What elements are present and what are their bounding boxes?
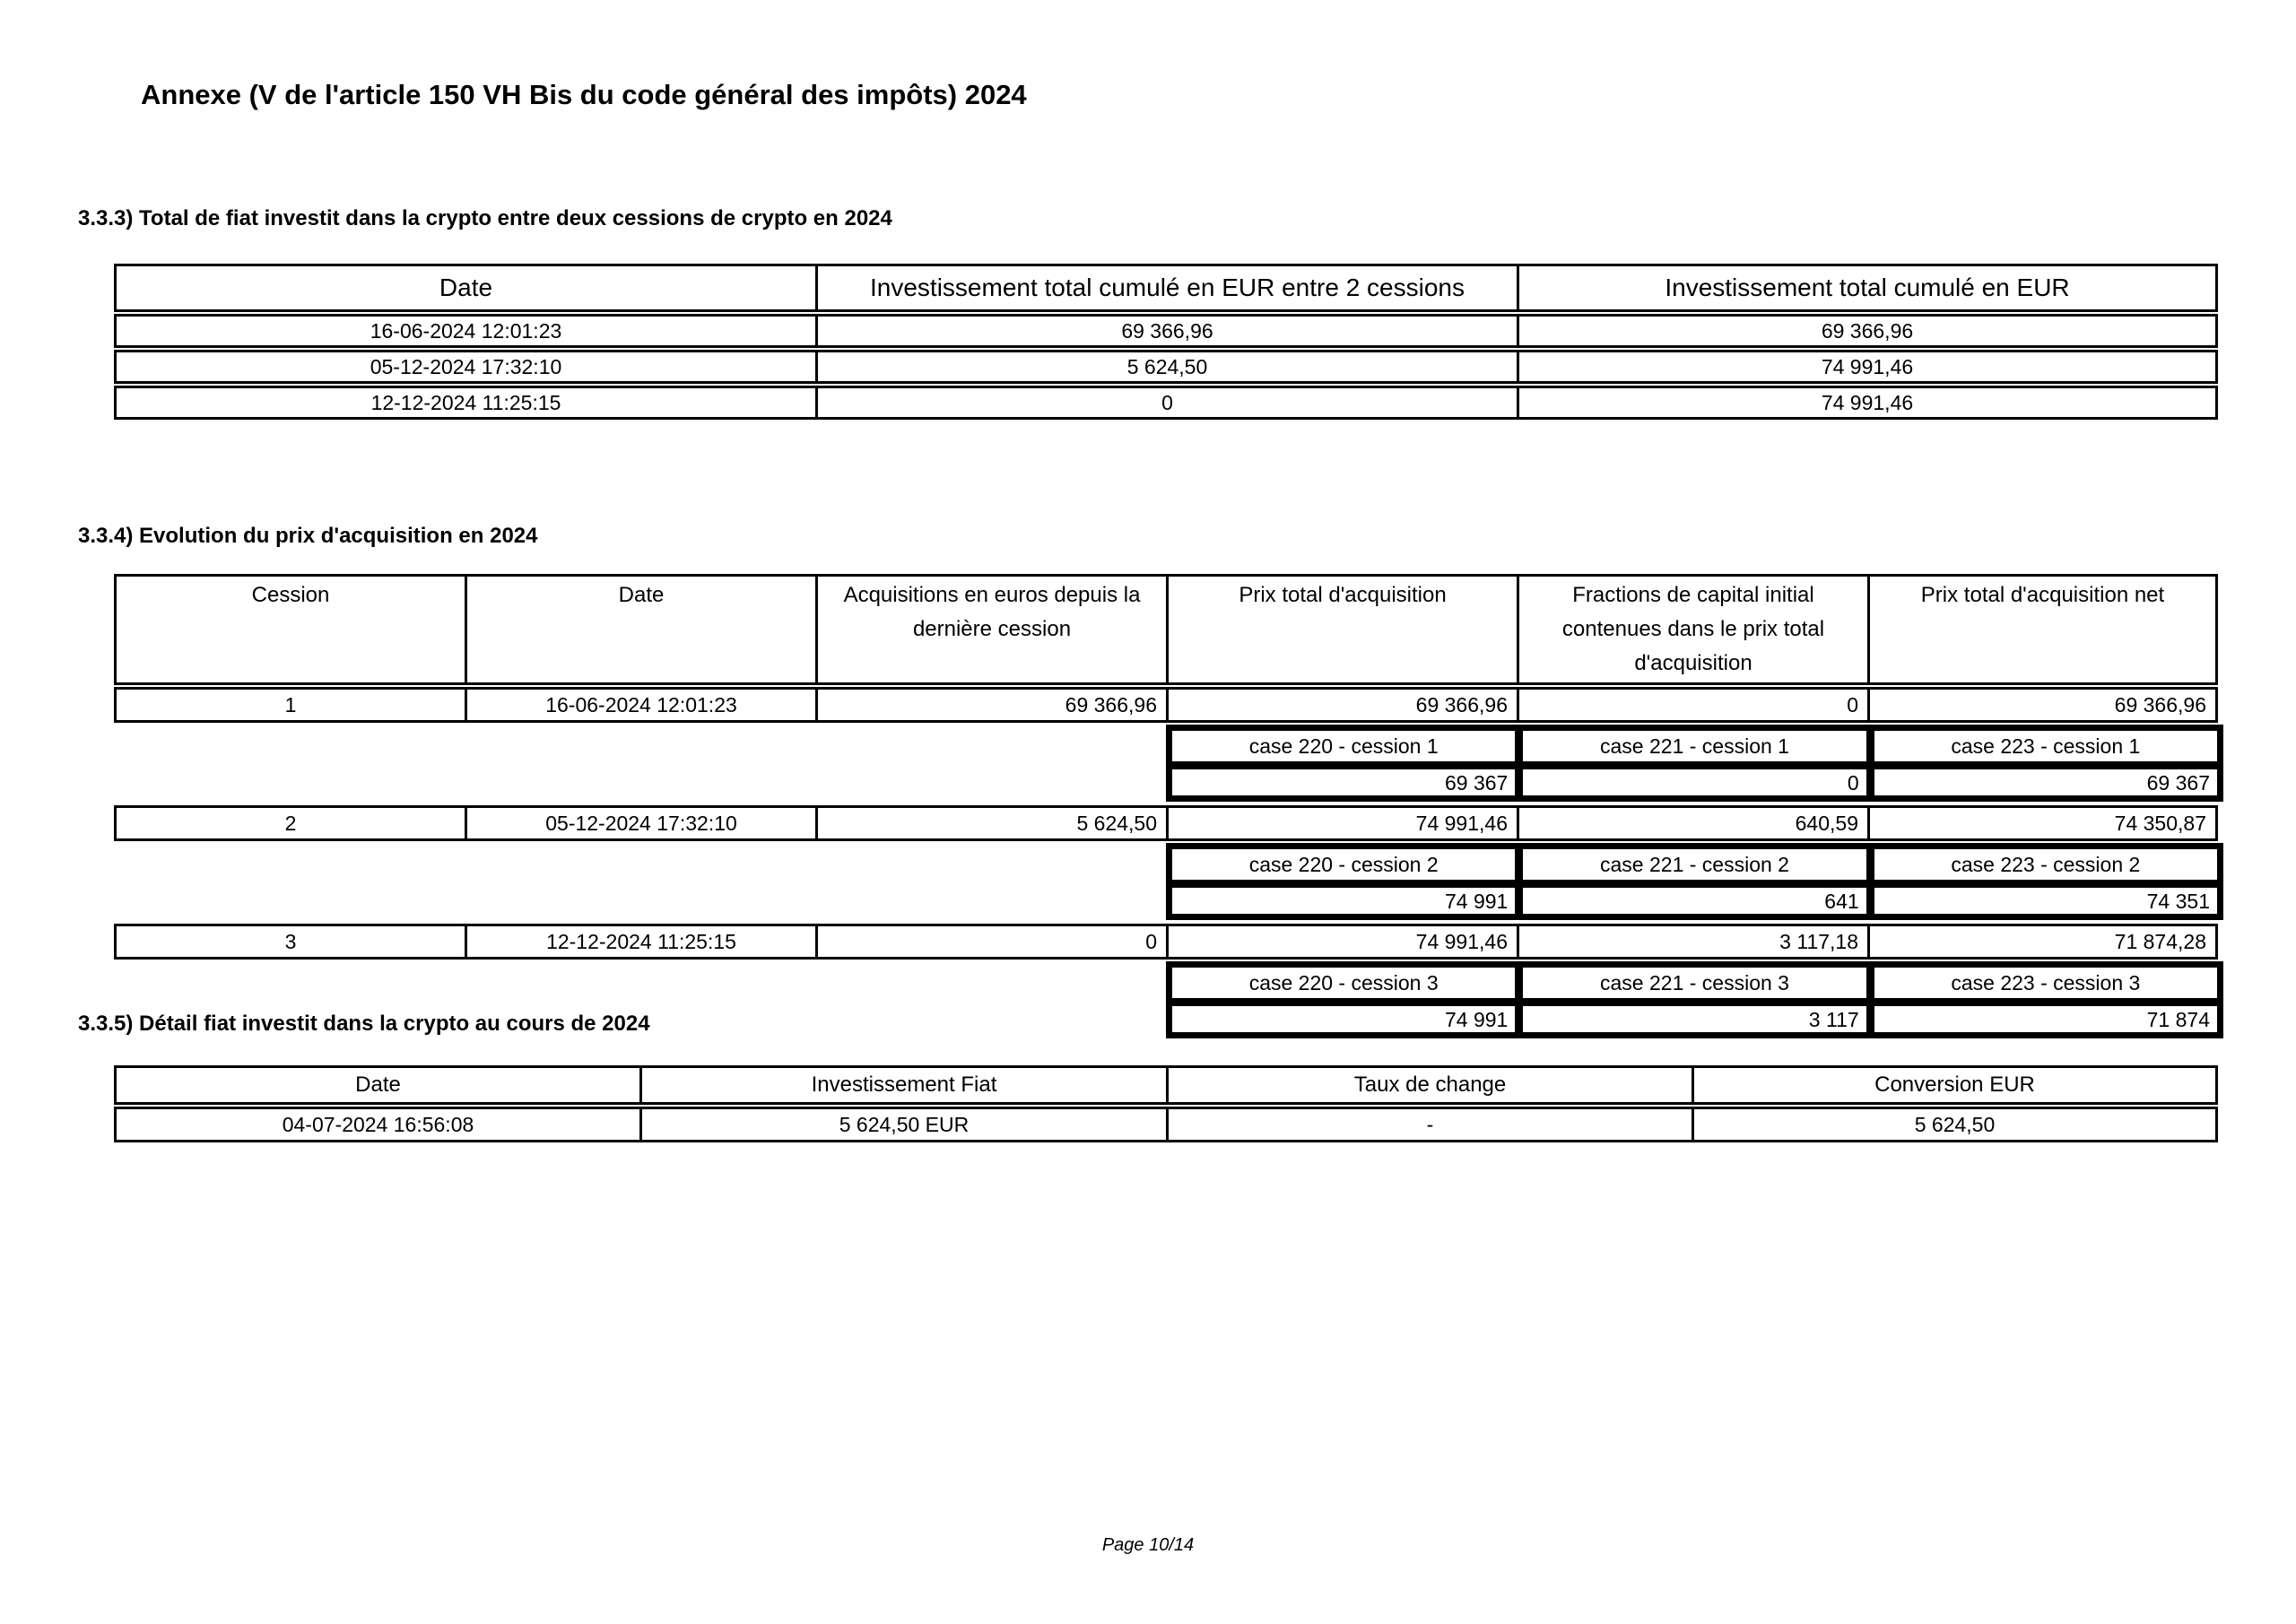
table-header-row: [114, 264, 2218, 312]
header-acquisitions: Acquisitions en euros depuis la dernière cession: [815, 574, 1166, 685]
header-cumul-total: Investissement total cumulé en EUR: [1517, 264, 2218, 312]
cell-prix-net: 69 366,96: [1867, 687, 2218, 723]
cell-date: 16-06-2024 12:01:23: [114, 314, 815, 348]
cell-acquisitions: 5 624,50: [815, 805, 1166, 841]
case-value-cell: 3 117: [1521, 1004, 1867, 1034]
section-heading-334: 3.3.4) Evolution du prix d'acquisition en 2024: [78, 524, 538, 548]
case-label-cell: case 221 - cession 2: [1521, 847, 1867, 881]
cell-fractions: 0: [1517, 687, 1867, 723]
cell-fractions: 640,59: [1517, 805, 1867, 841]
case-value-cell: 69 367: [1170, 768, 1517, 797]
case-value-cell: 641: [1521, 886, 1867, 916]
cell-conversion: 5 624,50: [1692, 1107, 2218, 1142]
cell-prix-total: 74 991,46: [1166, 805, 1517, 841]
case-label-cell: case 221 - cession 3: [1521, 966, 1867, 1000]
cell-invest-between: 0: [815, 386, 1517, 420]
acquisition-header-row: [114, 574, 2218, 685]
case-subtable-2: [1166, 843, 2223, 920]
cell-acquisitions: 0: [815, 924, 1166, 960]
case-label-cell: case 220 - cession 1: [1170, 729, 1517, 763]
cell-cession-num: 2: [114, 805, 465, 841]
cell-cession-num: 3: [114, 924, 465, 960]
case-label-cell: case 223 - cession 1: [1873, 729, 2219, 763]
cession-row-2: [114, 805, 2218, 841]
case-label-cell: case 221 - cession 1: [1521, 729, 1867, 763]
document-title: Annexe (V de l'article 150 VH Bis du code général des impôts) 2024: [141, 79, 1027, 110]
header-date: Date: [114, 1065, 639, 1105]
cell-taux: -: [1166, 1107, 1692, 1142]
table-fiat-between-cessions: [114, 262, 2218, 421]
cell-acquisitions: 69 366,96: [815, 687, 1166, 723]
case-label-cell: case 223 - cession 2: [1873, 847, 2219, 881]
cession-row-1: [114, 687, 2218, 723]
table-row: [114, 1107, 2218, 1142]
table-header-row: [114, 1065, 2218, 1105]
table-row: [114, 350, 2218, 384]
cell-prix-net: 71 874,28: [1867, 924, 2218, 960]
table-fiat-detail: [114, 1064, 2218, 1144]
case-value-cell: 0: [1521, 768, 1867, 797]
header-conversion-eur: Conversion EUR: [1692, 1065, 2218, 1105]
header-cumul-between-cessions: Investissement total cumulé en EUR entre 2 cessions: [815, 264, 1517, 312]
header-fractions-capital: Fractions de capital initial contenues dans le prix total d'acquisition: [1517, 574, 1867, 685]
header-investissement-fiat: Investissement Fiat: [639, 1065, 1166, 1105]
cell-date: 05-12-2024 17:32:10: [114, 350, 815, 384]
table-row: [114, 386, 2218, 420]
cell-invest-between: 69 366,96: [815, 314, 1517, 348]
header-prix-total: Prix total d'acquisition: [1166, 574, 1517, 685]
section-heading-333: 3.3.3) Total de fiat investit dans la crypto entre deux cessions de crypto en 2024: [78, 206, 892, 230]
cell-invest-cumul: 74 991,46: [1517, 350, 2218, 384]
cell-fractions: 3 117,18: [1517, 924, 1867, 960]
cell-fiat: 5 624,50 EUR: [639, 1107, 1166, 1142]
case-value-cell: 69 367: [1873, 768, 2219, 797]
case-value-cell: 71 874: [1873, 1004, 2219, 1034]
cell-cession-num: 1: [114, 687, 465, 723]
case-label-cell: case 220 - cession 3: [1170, 966, 1517, 1000]
case-value-cell: 74 991: [1170, 1004, 1517, 1034]
case-value-cell: 74 991: [1170, 886, 1517, 916]
cession-row-3: [114, 924, 2218, 960]
page-number: Page 10/14: [1101, 1535, 1195, 1555]
cell-invest-cumul: 69 366,96: [1517, 314, 2218, 348]
cell-date: 12-12-2024 11:25:15: [114, 386, 815, 420]
cell-prix-total: 69 366,96: [1166, 687, 1517, 723]
case-subtable-1: [1166, 725, 2223, 802]
cell-prix-total: 74 991,46: [1166, 924, 1517, 960]
cell-date: 16-06-2024 12:01:23: [465, 687, 815, 723]
header-date: Date: [465, 574, 815, 685]
header-prix-net: Prix total d'acquisition net: [1867, 574, 2218, 685]
case-subtable-3: [1166, 961, 2223, 1038]
cell-invest-cumul: 74 991,46: [1517, 386, 2218, 420]
case-label-cell: case 223 - cession 3: [1873, 966, 2219, 1000]
cell-date: 04-07-2024 16:56:08: [114, 1107, 639, 1142]
cell-date: 05-12-2024 17:32:10: [465, 805, 815, 841]
header-cession: Cession: [114, 574, 465, 685]
section-heading-335: 3.3.5) Détail fiat investit dans la crypto au cours de 2024: [78, 1012, 650, 1036]
cell-invest-between: 5 624,50: [815, 350, 1517, 384]
table-acquisition-evolution: [114, 574, 2231, 1042]
header-taux-change: Taux de change: [1166, 1065, 1692, 1105]
table-row: [114, 314, 2218, 348]
case-label-cell: case 220 - cession 2: [1170, 847, 1517, 881]
header-date: Date: [114, 264, 815, 312]
cell-prix-net: 74 350,87: [1867, 805, 2218, 841]
case-value-cell: 74 351: [1873, 886, 2219, 916]
cell-date: 12-12-2024 11:25:15: [465, 924, 815, 960]
